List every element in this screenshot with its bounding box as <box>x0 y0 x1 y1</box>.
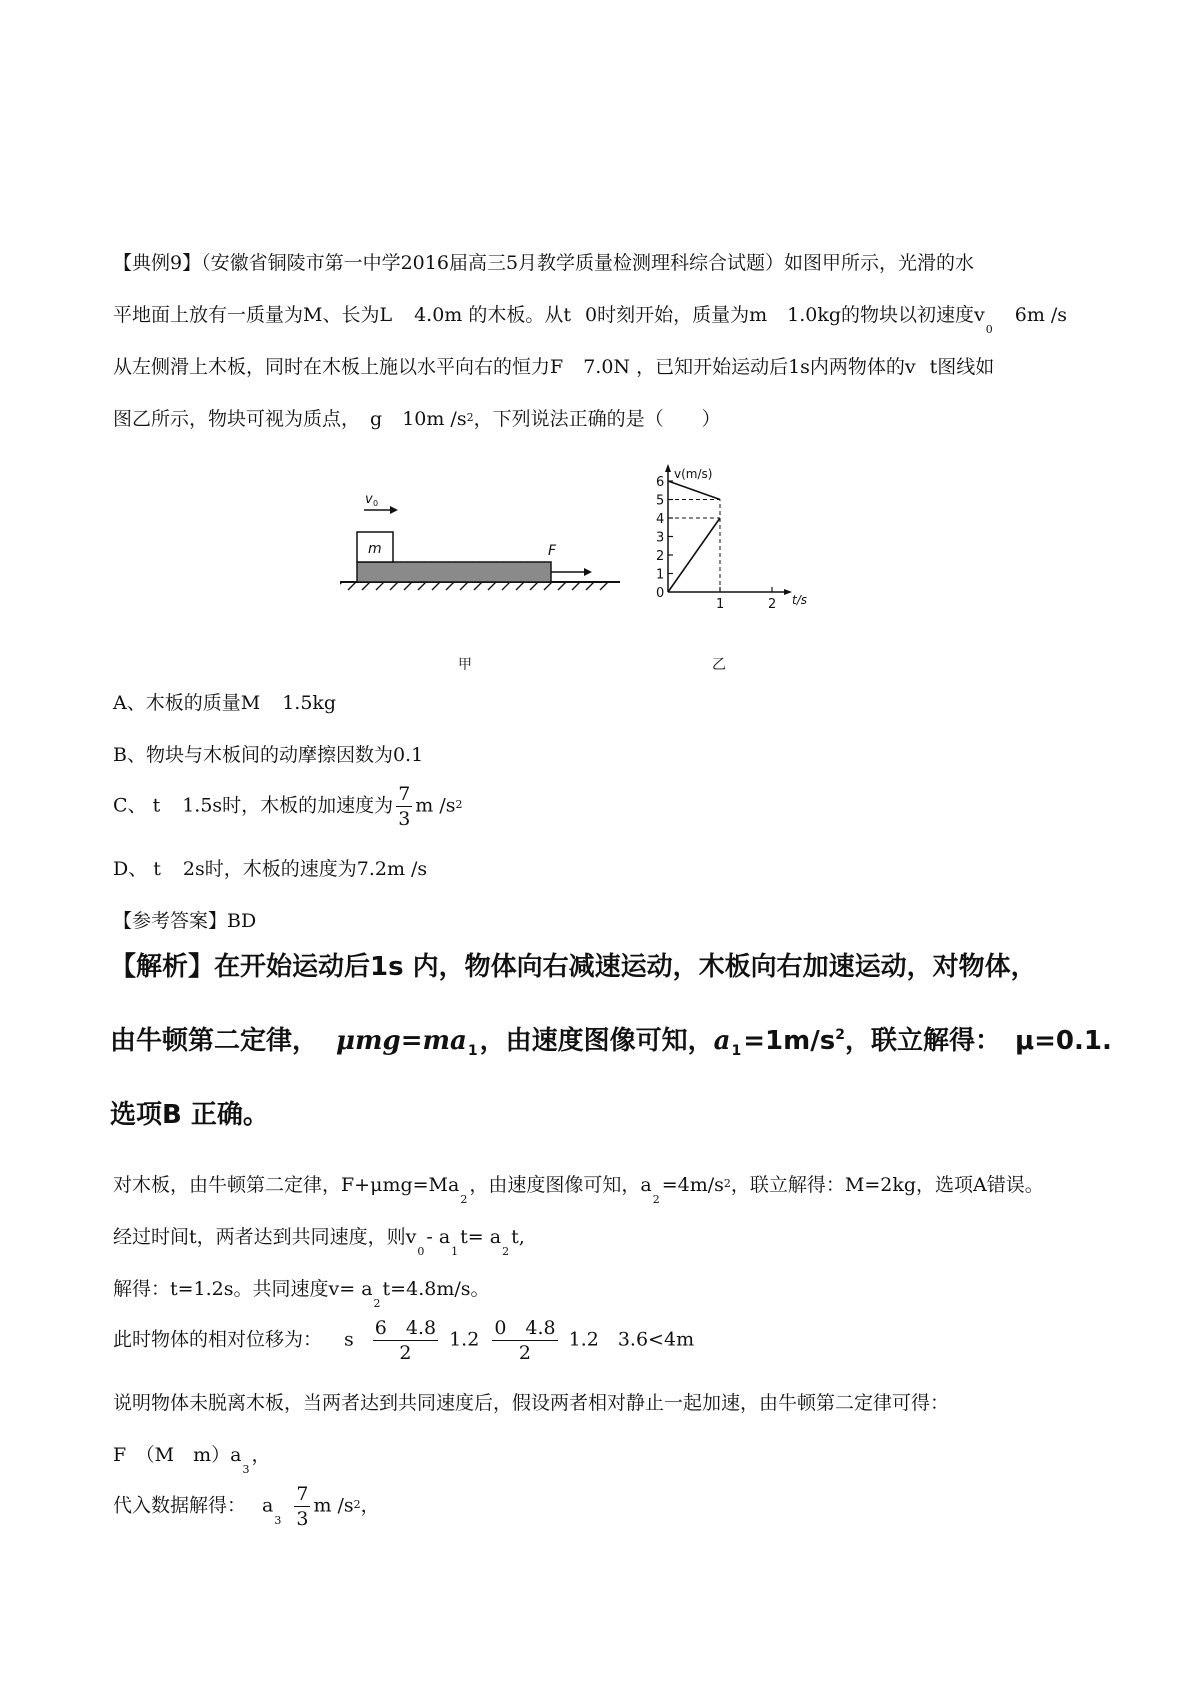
analysis-line-result: 代入数据解得： $a_3$ $\frac{7}{3}$ m $/s^2$， <box>113 1483 380 1530</box>
series-line-1 <box>668 481 720 500</box>
analysis-line-explain: 说明物体未脱离木板，当两者达到共同速度后，假设两者相对静止一起加速，由牛顿第二定律可得： <box>113 1392 950 1414</box>
analysis-line-board: 对木板，由牛顿第二定律，$F+\mu mg=Ma_2$，由速度图像可知，$a_2=4m/s^2$，联立解得：M=2kg，选项A错误。 <box>113 1174 1044 1206</box>
block-mass-label: m <box>368 541 382 557</box>
figure-area <box>340 458 860 684</box>
problem-source: （安徽省铜陵市第一中学2016届高三5月教学质量检测理科综合试题） <box>201 252 785 274</box>
wooden-board <box>357 562 551 582</box>
force-label: F <box>548 543 557 559</box>
vt-graph <box>656 464 807 673</box>
analysis-bold-line-1: 【解析】在开始运动后1s 内，物体向右减速运动，木板向右加速运动，对物体， <box>110 952 1037 982</box>
x-tick-label: 2 <box>768 597 777 612</box>
option-c: C、 t 1.5s时，木板的加速度为 $\frac{7}{3}$ m $/s^2$ <box>113 783 463 830</box>
fraction-displacement-2: $\frac{0 4.8}{2}$ <box>494 1317 556 1364</box>
velocity-subscript: 0 <box>373 499 379 508</box>
problem-line-3: 从左侧滑上木板，同时在木板上施以水平向右的恒力F 7.0N ，已知开始运动后1s内两物体的v t图线如 <box>113 356 995 378</box>
series-line-2 <box>668 518 720 592</box>
y-tick-label: 2 <box>656 549 665 564</box>
problem-line-1: 【典例9】（安徽省铜陵市第一中学2016届高三5月教学质量检测理科综合试题）如图甲所示，光滑的水 <box>113 252 975 274</box>
analysis-line-newton: F （M $m)a_3$， <box>113 1444 271 1476</box>
y-tick-label: 1 <box>656 567 665 583</box>
analysis-line-time: 经过时间t，两者达到共同速度，则$v_0-$ $a_1t= a_2t$, <box>113 1226 525 1258</box>
option-b: B、物块与木板间的动摩擦因数为0.1 <box>113 744 424 766</box>
figure-board-diagram <box>340 492 620 673</box>
reference-answer: 【参考答案】BD <box>113 910 257 932</box>
analysis-line-displacement: 此时物体的相对位移为： s $\frac{6 4.8}{2}$ 1.2 $\frac{0 4.8}{2}$ 1.2 3.6<4m <box>113 1317 695 1364</box>
y-tick-label: 5 <box>656 493 665 509</box>
analysis-line-solve: 解得：t=1.2s。共同速度$v= a_2t=4.8m/s$。 <box>113 1278 490 1310</box>
figure1-caption: 甲 <box>458 657 472 673</box>
y-tick-label: 6 <box>656 475 665 490</box>
figure2-caption: 乙 <box>712 657 726 673</box>
analysis-bold-line-2: 由牛顿第二定律， $\mu mg=ma_1$，由速度图像可知，$a_1=1m/s^2$，联立解得： μ=0.1. <box>110 1026 1112 1059</box>
velocity-label: v <box>365 492 373 507</box>
y-tick-label: 4 <box>656 512 665 527</box>
problem-line-2: 平地面上放有一质量为M、长为L 4.0m 的木板。从t 0时刻开始，质量为m 1.0kg的物块以初速度$v_06m$ /s <box>113 304 1068 336</box>
option-a: A、木板的质量M 1.5kg <box>113 692 337 714</box>
y-axis-label: v(m/s) <box>674 467 713 481</box>
analysis-bold-line-3: 选项B 正确。 <box>110 1100 269 1130</box>
x-tick-label: 1 <box>716 597 725 612</box>
fraction-7-3: $\frac{7}{3}$ <box>398 783 411 830</box>
fraction-result: $\frac{7}{3}$ <box>296 1483 309 1530</box>
y-tick-label: 3 <box>656 530 665 546</box>
problem-tag: 【典例9】 <box>113 252 202 274</box>
figure-svg <box>340 458 860 680</box>
y-tick-label: 0 <box>656 586 665 601</box>
option-d: D、 t 2s时，木板的速度为7.2m /s <box>113 858 428 880</box>
x-axis-label: t/s <box>792 593 807 607</box>
problem-line-4: 图乙所示，物块可视为质点， g 10m $/s^2$，下列说法正确的是（ ） <box>113 408 721 430</box>
ground-hatching <box>340 582 608 590</box>
fraction-displacement-1: $\frac{6 4.8}{2}$ <box>374 1317 437 1364</box>
